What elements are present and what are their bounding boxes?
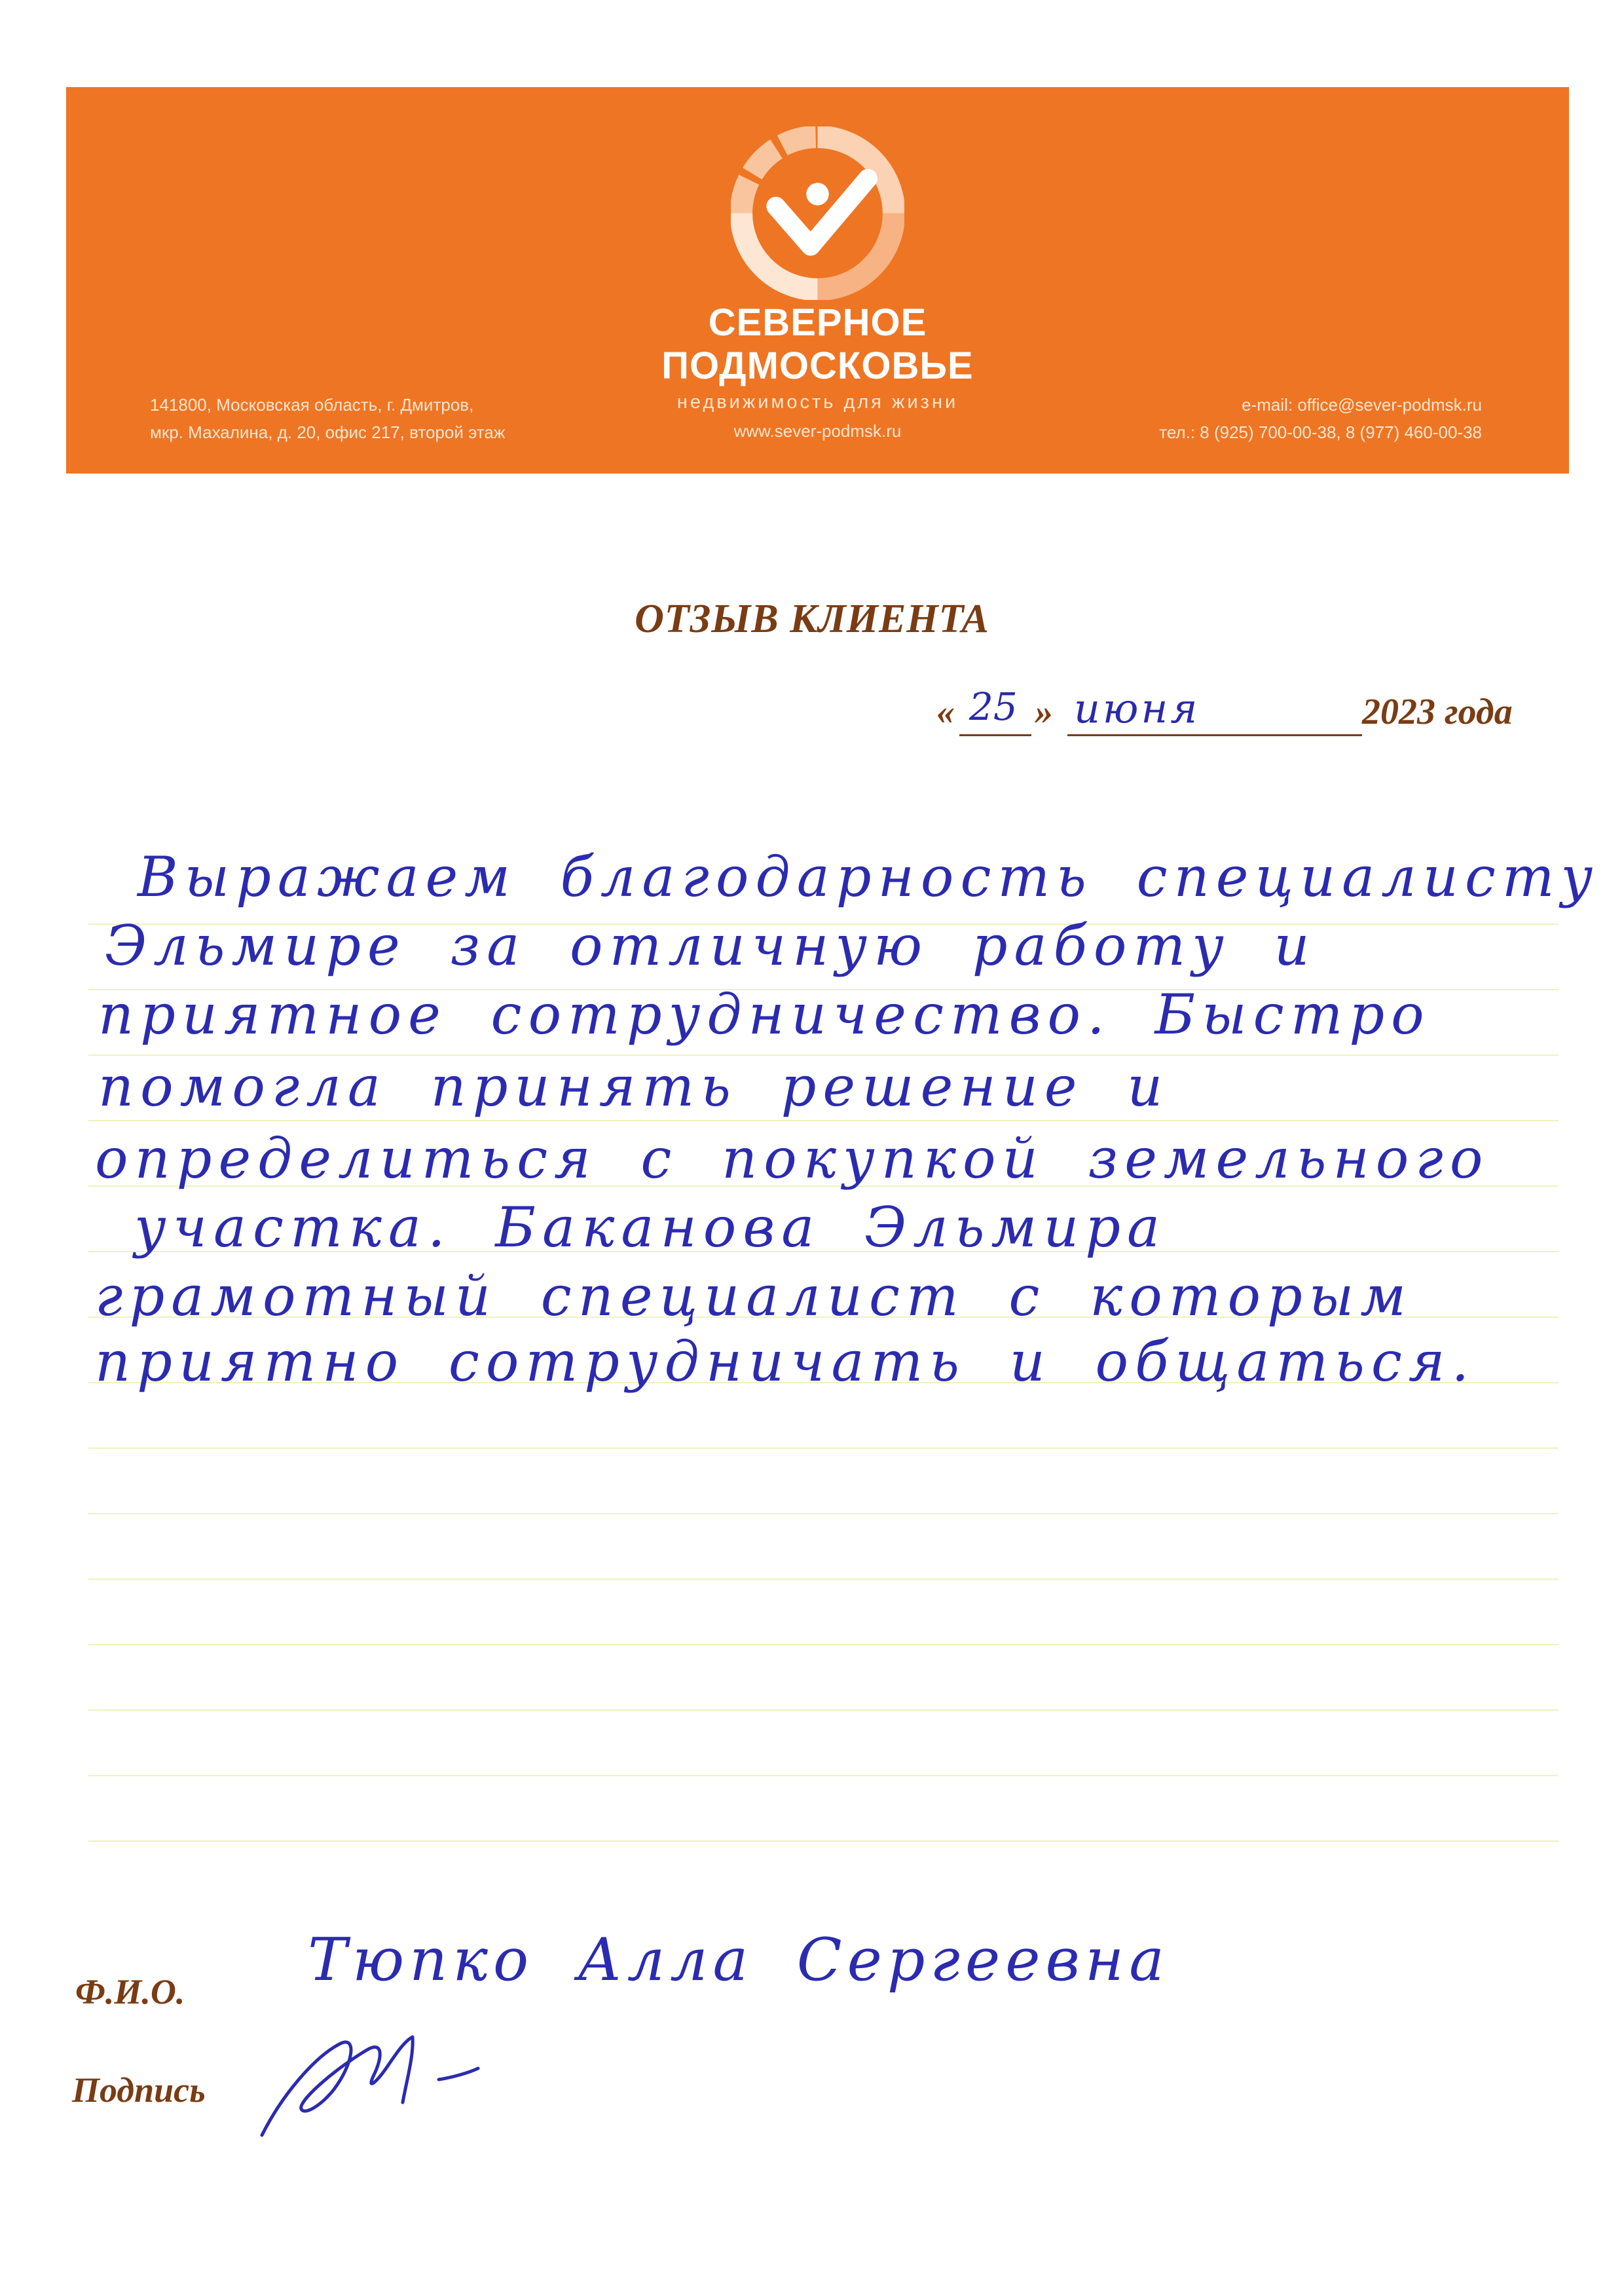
date-open-quote: « xyxy=(936,692,955,732)
ruled-line xyxy=(88,1709,1559,1711)
ruled-line xyxy=(88,1447,1559,1449)
brand-name-line2: ПОДМОСКОВЬЕ xyxy=(661,345,974,387)
client-name-handwritten: Тюпко Алла Сергеевна xyxy=(308,1926,1170,1994)
date-day-handwritten: 25 xyxy=(969,684,1018,729)
review-line: Эльмире за отличную работу и xyxy=(105,914,1316,978)
date-year: 2023 года xyxy=(1362,692,1513,732)
company-logo-icon xyxy=(731,126,904,300)
review-line: участка. Баканова Эльмира xyxy=(134,1195,1167,1259)
review-line: приятно сотрудничать и общаться. xyxy=(95,1330,1476,1394)
date-month-handwritten: июня xyxy=(1074,684,1200,732)
ruled-line xyxy=(88,1644,1559,1645)
ruled-line xyxy=(88,1513,1559,1514)
ruled-line xyxy=(88,1120,1559,1121)
brand-tagline: недвижимость для жизни xyxy=(676,392,959,413)
review-line: определиться с покупкой земельного xyxy=(95,1127,1490,1191)
brand-name-line1: СЕВЕРНОЕ xyxy=(708,301,927,344)
fio-label: Ф.И.О. xyxy=(75,1972,185,2011)
date-day-underline xyxy=(959,734,1031,736)
ruled-line xyxy=(88,1578,1559,1580)
ruled-line xyxy=(88,1775,1559,1776)
date-close-quote: » xyxy=(1035,692,1053,732)
address-line2: мкр. Махалина, д. 20, офис 217, второй этаж xyxy=(150,422,506,442)
date-field xyxy=(930,684,1572,743)
review-line: Выражаем благодарность специалисту xyxy=(138,845,1600,909)
signature-icon xyxy=(242,2017,530,2148)
ruled-line xyxy=(88,1840,1559,1842)
review-line: помогла принять решение и xyxy=(98,1054,1170,1119)
review-line: приятное сотрудничество. Быстро xyxy=(98,982,1431,1047)
signature-label: Подпись xyxy=(72,2070,206,2110)
date-month-underline xyxy=(1067,734,1362,736)
review-line: грамотный специалист с которым xyxy=(95,1264,1412,1328)
phone-numbers: тел.: 8 (925) 700-00-38, 8 (977) 460-00-38 xyxy=(1159,422,1482,442)
website-link[interactable]: www.sever-podmsk.ru xyxy=(733,421,902,441)
email-link[interactable]: e-mail: office@sever-podmsk.ru xyxy=(1242,395,1482,415)
letterhead-banner xyxy=(66,87,1569,474)
form-title: ОТЗЫВ КЛИЕНТА xyxy=(635,597,989,641)
address-line1: 141800, Московская область, г. Дмитров, xyxy=(150,395,474,415)
